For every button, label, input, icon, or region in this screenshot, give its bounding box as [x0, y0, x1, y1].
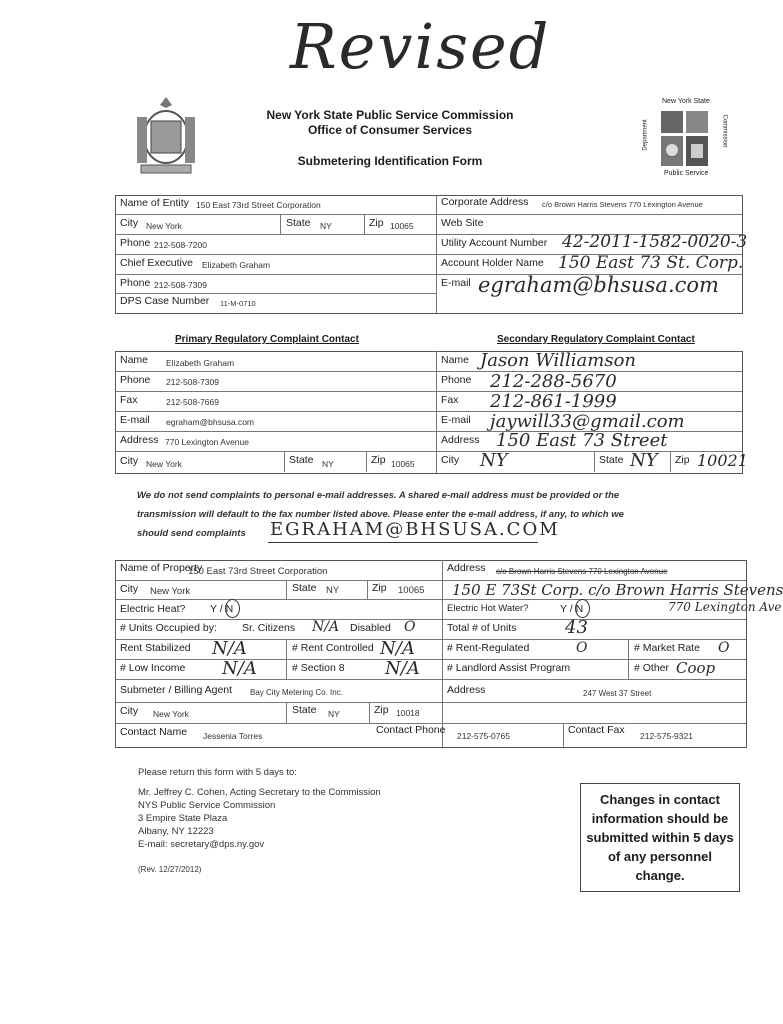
electric-hot-water-value: Y / N [560, 603, 584, 615]
total-units-label: Total # of Units [447, 622, 517, 634]
notice-line3: should send complaints [137, 528, 246, 539]
website-label: Web Site [441, 217, 484, 229]
corp-address-value: c/o Brown Harris Stevens 770 Lexington Avenue [542, 200, 703, 209]
agent-address-label: Address [447, 684, 486, 696]
dps-logo-icon [660, 110, 710, 168]
entity-phone2-value: 212-508-7309 [154, 280, 207, 290]
entity-name-value: 150 East 73rd Street Corporation [196, 200, 321, 210]
secondary-phone-value: 212-288-5670 [490, 371, 617, 392]
form-title: Submetering Identification Form [297, 154, 483, 168]
secondary-zip-label: Zip [675, 454, 690, 466]
other-label: # Other [634, 662, 670, 674]
rent-stabilized-label: Rent Stabilized [120, 642, 191, 654]
contact-name-value: Jessenia Torres [203, 731, 263, 741]
agent-city-label: City [120, 705, 139, 717]
account-holder-value: 150 East 73 St. Corp. [558, 253, 744, 273]
agent-state-value: NY [328, 709, 340, 719]
secondary-city-label: City [441, 454, 460, 466]
landlord-assist-label: # Landlord Assist Program [447, 662, 571, 674]
property-name-value: 150 East 73rd Street Corporation [188, 566, 328, 577]
secondary-contact-heading: Secondary Regulatory Complaint Contact [497, 334, 695, 345]
property-city-label: City [120, 583, 139, 595]
entity-email-value: egraham@bhsusa.com [478, 273, 719, 297]
primary-zip-label: Zip [371, 454, 386, 466]
property-address-hw1: 150 E 73St Corp. c/o Brown Harris Stevens [452, 581, 783, 599]
secondary-email-value: jaywill33@gmail.com [490, 411, 685, 432]
entity-zip-label: Zip [369, 217, 384, 229]
primary-name-label: Name [120, 354, 149, 366]
primary-phone-value: 212-508-7309 [166, 377, 219, 387]
rent-stabilized-value: N/A [212, 638, 247, 659]
secondary-state-value: NY [630, 450, 658, 471]
entity-city-label: City [120, 217, 139, 229]
electric-heat-label: Electric Heat? [120, 603, 186, 615]
entity-state-value: NY [320, 221, 332, 231]
secondary-city-value: NY [480, 450, 508, 471]
primary-state-label: State [289, 454, 314, 466]
low-income-label: # Low Income [120, 662, 186, 674]
property-address-struck: c/o Brown Harris Stevens 770 Lexington Avenue [496, 567, 668, 576]
contact-change-callout: Changes in contact information should be submitted within 5 days of any personnel change. [580, 783, 740, 892]
contact-fax-label: Contact Fax [568, 724, 625, 736]
secondary-phone-label: Phone [441, 374, 472, 386]
sr-citizens-value: N/A [312, 619, 340, 635]
notice-line1: We do not send complaints to personal e-mail addresses. A shared e-mail address must be provided or the [137, 490, 620, 501]
entity-ce-value: Elizabeth Graham [202, 260, 271, 270]
secondary-address-value: 150 East 73 Street [496, 430, 668, 451]
dps-case-value: 11-M-0710 [220, 299, 256, 308]
account-holder-label: Account Holder Name [441, 257, 544, 269]
return-address-line1: Mr. Jeffrey C. Cohen, Acting Secretary to the Commission [138, 787, 381, 798]
return-instruction: Please return this form with 5 days to: [138, 767, 297, 778]
secondary-zip-value: 10021 [697, 451, 748, 470]
logo-left-text: Department [642, 119, 649, 151]
agent-zip-value: 10018 [396, 708, 420, 718]
contact-phone-label: Contact Phone [376, 724, 446, 736]
electric-heat-value: Y / N [210, 603, 234, 615]
primary-fax-label: Fax [120, 394, 138, 406]
secondary-name-value: Jason Williamson [480, 350, 637, 371]
agent-zip-label: Zip [374, 704, 389, 716]
section8-value: N/A [385, 658, 420, 679]
secondary-name-label: Name [441, 354, 470, 366]
section8-label: # Section 8 [292, 662, 345, 674]
notice-line2: transmission will default to the fax number listed above. Please enter the e-mail address, if any, to which we [137, 509, 624, 520]
property-state-value: NY [326, 585, 340, 596]
property-zip-value: 10065 [398, 585, 425, 596]
secondary-fax-value: 212-861-1999 [490, 391, 617, 412]
return-email: E-mail: secretary@dps.ny.gov [138, 839, 265, 850]
agent-city-value: New York [153, 709, 189, 719]
entity-phone-label: Phone [120, 237, 151, 249]
contact-name-label: Contact Name [120, 726, 188, 738]
entity-email-label: E-mail [441, 277, 471, 289]
contact-phone-value: 212-575-0765 [457, 731, 510, 741]
property-city-value: New York [150, 586, 191, 597]
property-address-hw2: 770 Lexington Ave [668, 600, 782, 614]
agent-address-value: 247 West 37 Street [583, 689, 652, 698]
primary-city-value: New York [146, 459, 182, 469]
property-name-label: Name of Property [120, 562, 203, 574]
primary-address-value: 770 Lexington Avenue [165, 437, 249, 447]
other-value: Coop [676, 659, 716, 677]
disabled-value: O [404, 619, 416, 635]
primary-phone-label: Phone [120, 374, 151, 386]
primary-email-value: egraham@bhsusa.com [166, 417, 255, 427]
total-units-value: 43 [565, 617, 588, 638]
return-address-line4: Albany, NY 12223 [138, 826, 214, 837]
revision-date: (Rev. 12/27/2012) [138, 865, 202, 874]
property-zip-label: Zip [372, 582, 387, 594]
market-rate-value: O [718, 640, 730, 656]
primary-city-label: City [120, 455, 139, 467]
agent-state-label: State [292, 704, 317, 716]
entity-name-label: Name of Entity [120, 197, 189, 209]
return-address-line2: NYS Public Service Commission [138, 800, 276, 811]
header-line2: Office of Consumer Services [307, 123, 473, 137]
entity-phone2-label: Phone [120, 277, 151, 289]
billing-agent-label: Submeter / Billing Agent [120, 684, 233, 696]
entity-city-value: New York [146, 221, 182, 231]
dps-case-label: DPS Case Number [120, 295, 210, 307]
electric-hot-water-label: Electric Hot Water? [447, 603, 529, 614]
contact-fax-value: 212-575-9321 [640, 731, 693, 741]
entity-state-label: State [286, 217, 311, 229]
primary-name-value: Elizabeth Graham [166, 358, 235, 368]
property-address-label: Address [447, 562, 486, 574]
logo-bottom-text: Public Service [664, 170, 709, 177]
dps-logo [640, 98, 735, 180]
rent-regulated-label: # Rent-Regulated [447, 642, 530, 654]
primary-zip-value: 10065 [391, 459, 415, 469]
low-income-value: N/A [222, 658, 257, 679]
rent-controlled-value: N/A [380, 638, 415, 659]
primary-fax-value: 212-508-7669 [166, 397, 219, 407]
utility-account-label: Utility Account Number [441, 237, 548, 249]
primary-address-label: Address [120, 434, 159, 446]
billing-agent-value: Bay City Metering Co. Inc. [250, 688, 343, 697]
secondary-email-label: E-mail [441, 414, 471, 426]
primary-state-value: NY [322, 459, 334, 469]
primary-contact-heading: Primary Regulatory Complaint Contact [175, 334, 359, 345]
electric-heat-n-circle [225, 599, 240, 618]
complaint-email-value: EGRAHAM@BHSUSA.COM [270, 519, 560, 540]
rent-regulated-value: O [576, 640, 588, 656]
state-seal-icon [133, 95, 199, 177]
entity-phone-value: 212-508-7200 [154, 240, 207, 250]
secondary-address-label: Address [441, 434, 480, 446]
corp-address-label: Corporate Address [441, 196, 529, 208]
entity-zip-value: 10065 [390, 221, 414, 231]
primary-email-label: E-mail [120, 414, 150, 426]
units-occupied-label: # Units Occupied by: [120, 622, 217, 634]
header-line1: New York State Public Service Commission [266, 108, 514, 122]
logo-right-text: Commission [721, 114, 728, 148]
market-rate-label: # Market Rate [634, 642, 700, 654]
secondary-state-label: State [599, 454, 624, 466]
entity-ce-label: Chief Executive [120, 257, 193, 269]
return-address-line3: 3 Empire State Plaza [138, 813, 228, 824]
logo-top-text: New York State [662, 98, 710, 105]
disabled-label: Disabled [350, 622, 391, 634]
secondary-fax-label: Fax [441, 394, 459, 406]
hot-water-n-circle [575, 599, 590, 618]
rent-controlled-label: # Rent Controlled [292, 642, 374, 654]
utility-account-value: 42-2011-1582-0020-3 [562, 232, 748, 252]
property-state-label: State [292, 582, 317, 594]
sr-citizens-label: Sr. Citizens [242, 622, 296, 634]
revised-stamp: Revised [290, 10, 551, 83]
